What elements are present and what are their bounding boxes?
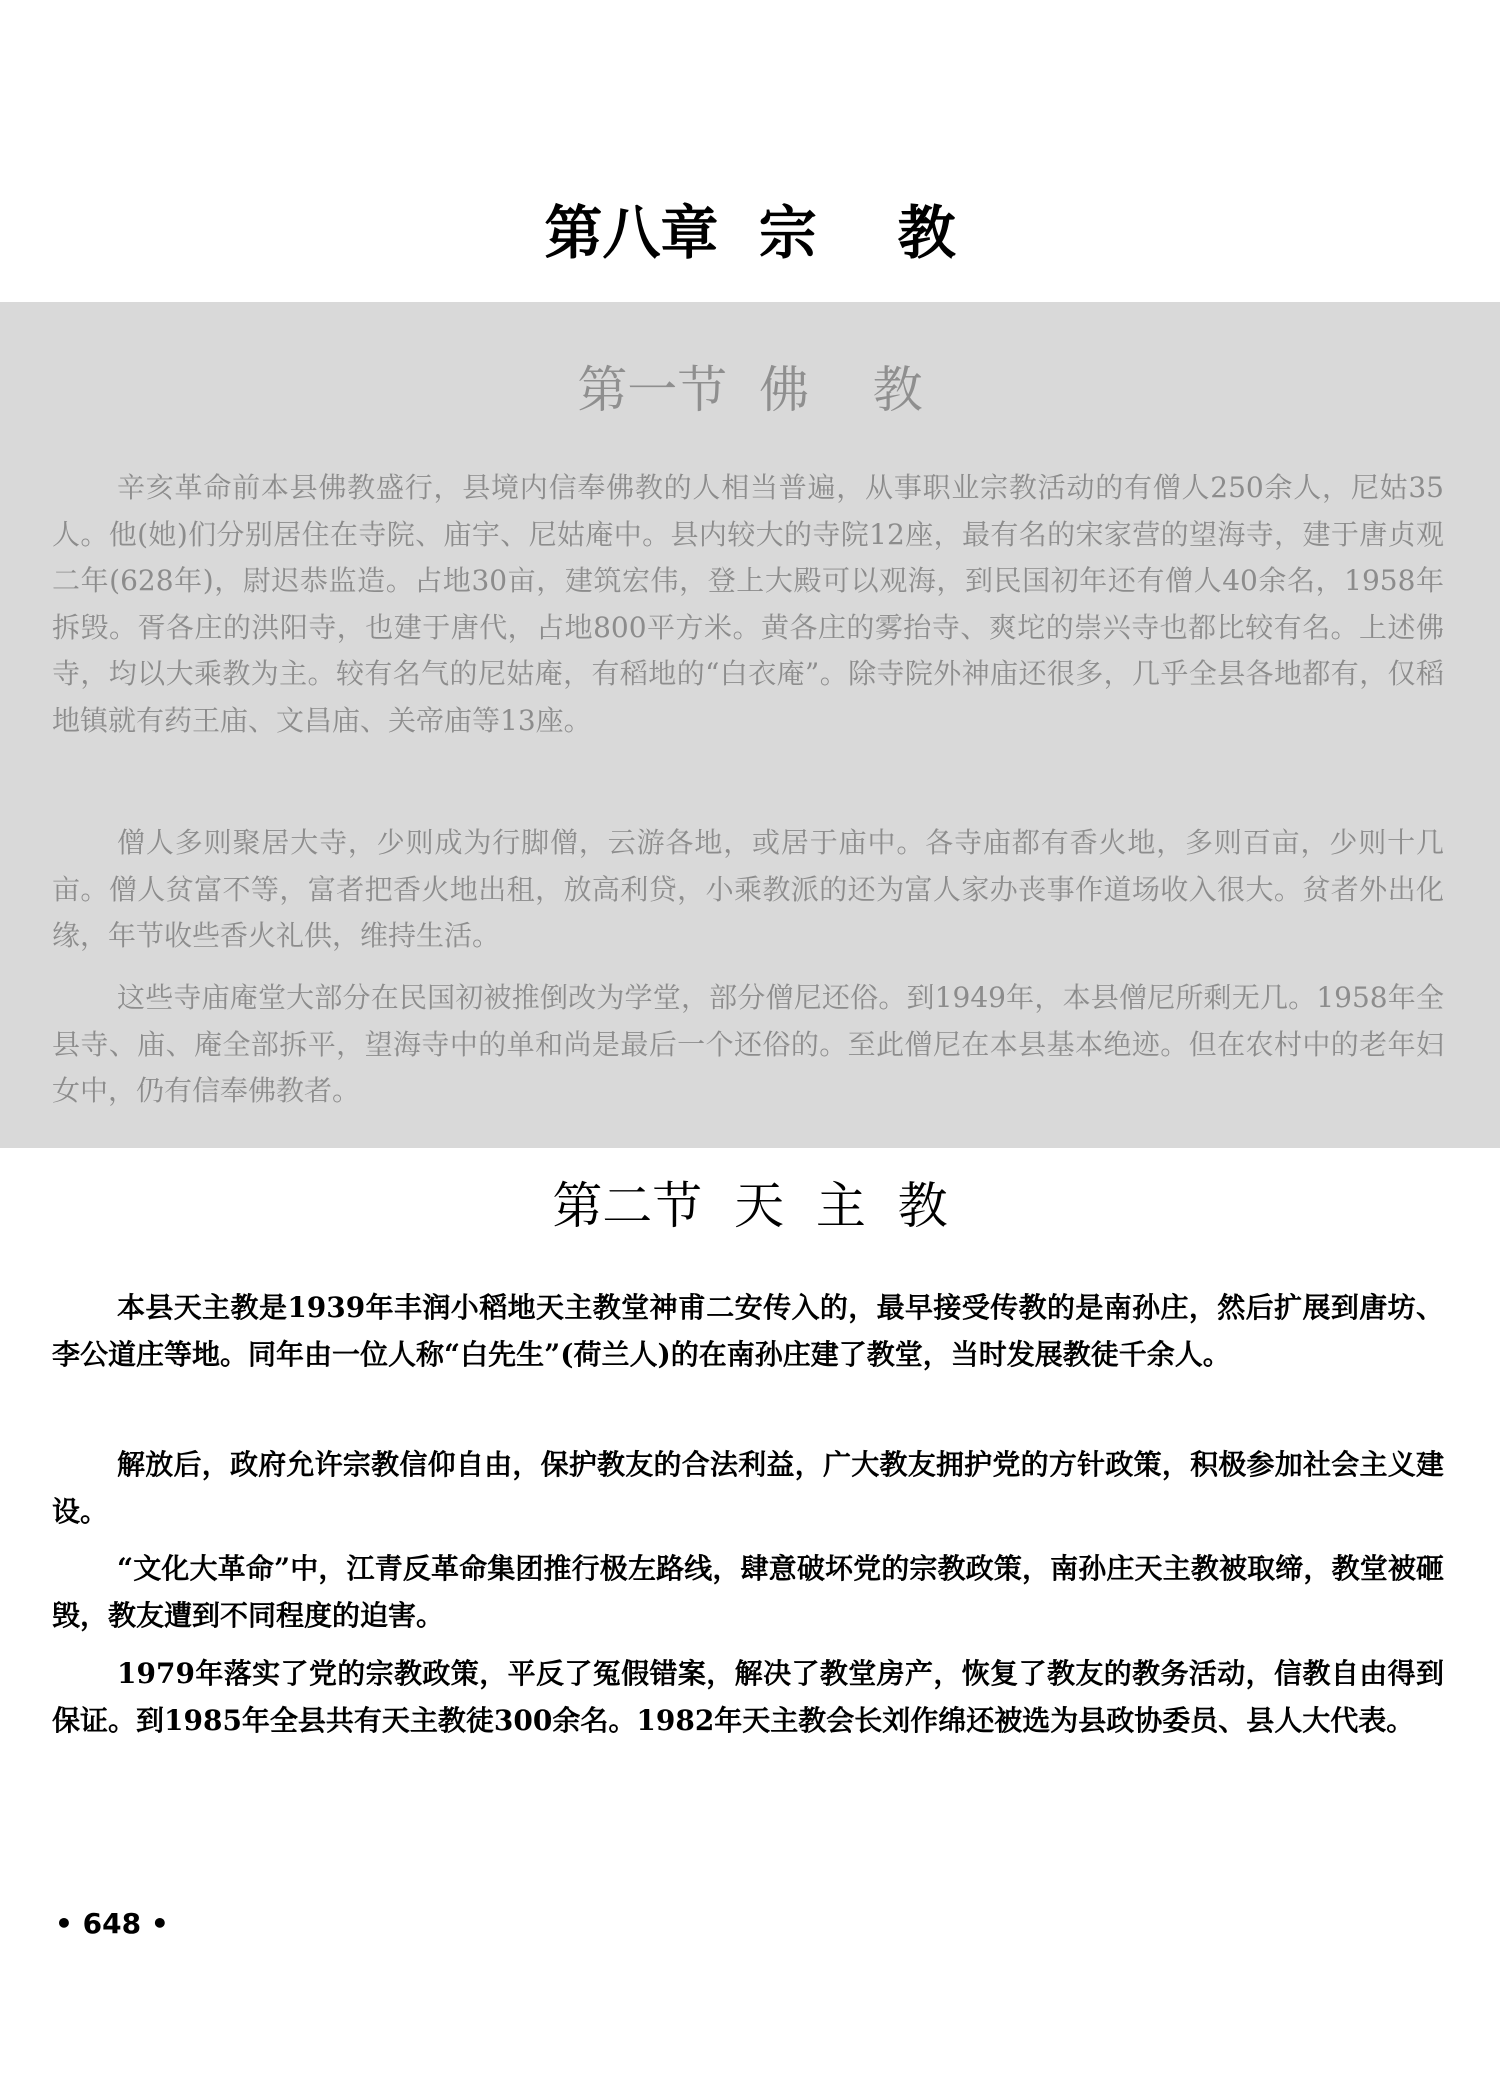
- section-title: 第一节 佛 教: [577, 361, 923, 419]
- paragraph: 僧人多则聚居大寺，少则成为行脚僧，云游各地，或居于庙中。各寺庙都有香火地，多则百亩，少则十几亩。僧人贫富不等，富者把香火地出租，放高利贷，小乘教派的还为富人家办丧事作道场收入很大。贫者外出化缘，年节收些香火礼供，维持生活。: [52, 826, 1444, 952]
- paragraph: 这些寺庙庵堂大部分在民国初被推倒改为学堂，部分僧尼还俗。到1949年，本县僧尼所剩无几。1958年全县寺、庙、庵全部拆平，望海寺中的单和尚是最后一个还俗的。至此僧尼在本县基本绝迹。但在农村中的老年妇女中，仍有信奉佛教者。: [52, 981, 1444, 1107]
- section-title: 第二节 天 主 教: [552, 1177, 948, 1235]
- paragraph: 辛亥革命前本县佛教盛行，县境内信奉佛教的人相当普遍，从事职业宗教活动的有僧人250余人，尼姑35人。他(她)们分别居住在寺院、庙宇、尼姑庵中。县内较大的寺院12座，最有名的宋家营的望海寺，建于唐贞观二年(628年)，尉迟恭监造。占地30亩，建筑宏伟，登上大殿可以观海，到民国初年还有僧人40余名，1958年拆毁。胥各庄的洪阳寺，也建于唐代，占地800平方米。黄各庄的雾抬寺、爽坨的崇兴寺也都比较有名。上述佛寺，均以大乘教为主。较有名气的尼姑庵，有稻地的“白衣庵”。除寺院外神庙还很多，几乎全县各地都有，仅稻地镇就有药王庙、文昌庙、关帝庙等13座。: [52, 471, 1444, 737]
- chapter-title: 第八章 宗 教: [544, 199, 956, 267]
- paragraph: 本县天主教是1939年丰润小稻地天主教堂神甫二安传入的，最早接受传教的是南孙庄，然后扩展到唐坊、李公道庄等地。同年由一位人称“白先生”(荷兰人)的在南孙庄建了教堂，当时发展教徒千余人。: [52, 1291, 1444, 1371]
- paragraph: 解放后，政府允许宗教信仰自由，保护教友的合法利益，广大教友拥护党的方针政策，积极参加社会主义建设。: [52, 1448, 1444, 1528]
- paragraph: 1979年落实了党的宗教政策，平反了冤假错案，解决了教堂房产，恢复了教友的教务活动，信教自由得到保证。到1985年全县共有天主教徒300余名。1982年天主教会长刘作绵还被选为县政协委员、县人大代表。: [52, 1657, 1444, 1737]
- paragraph: “文化大革命”中，江青反革命集团推行极左路线，肆意破坏党的宗教政策，南孙庄天主教被取缔，教堂被砸毁，教友遭到不同程度的迫害。: [52, 1552, 1444, 1632]
- page-number: • 648 •: [55, 1907, 169, 1940]
